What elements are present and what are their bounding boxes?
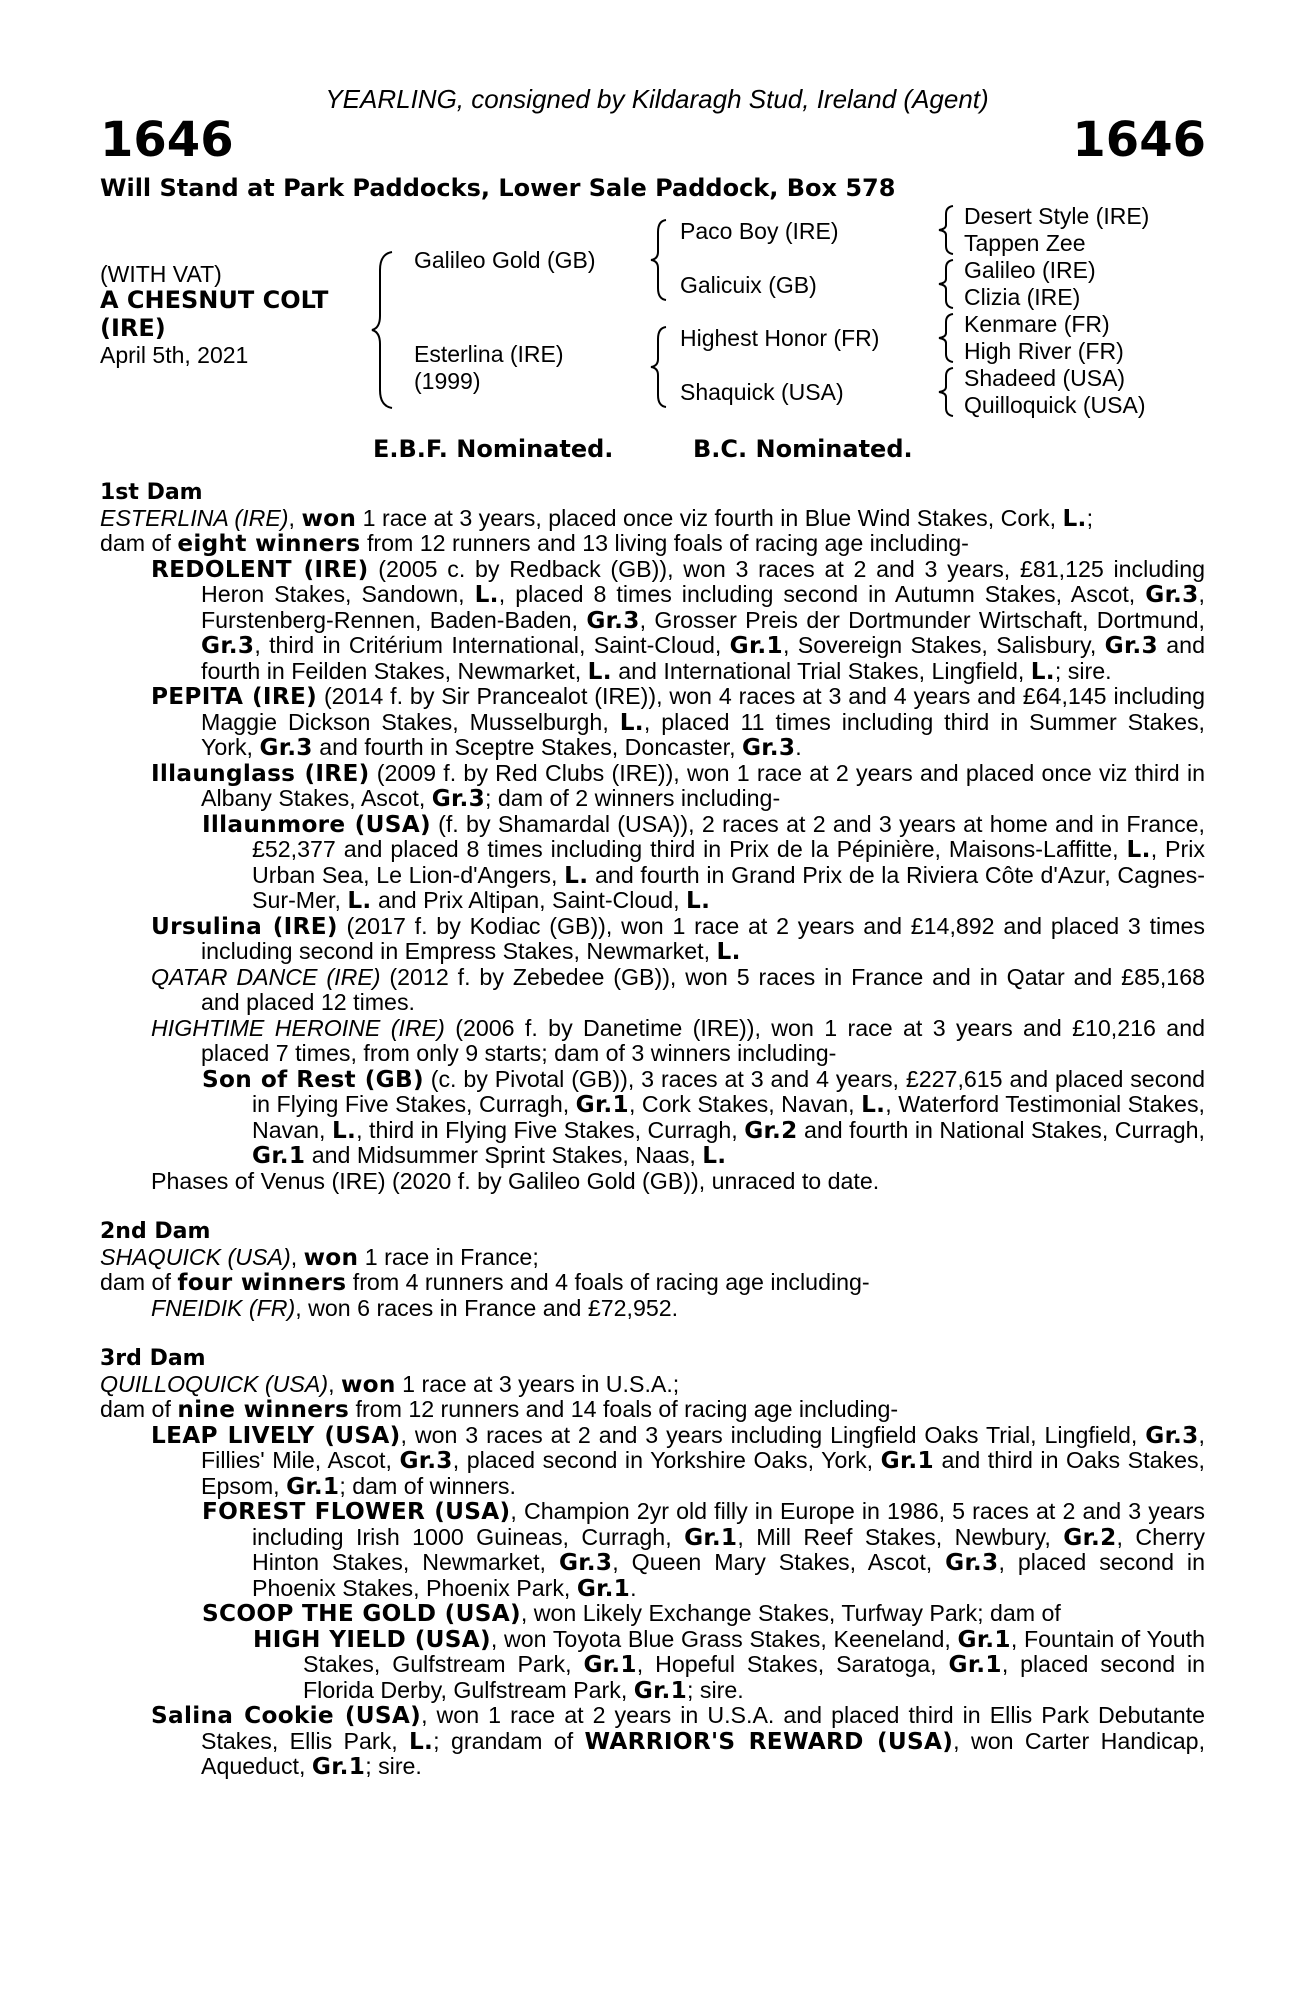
produce-illaunglass: Illaunglass (IRE) (2009 f. by Red Clubs (IRE)), won 1 race at 2 years and placed once viz third in Albany Stakes, Ascot, Gr.3; dam of 2 winners including-: [151, 759, 1206, 812]
gg-dam-2: Clizia (IRE): [964, 284, 1081, 310]
stand-location: Will Stand at Park Paddocks, Lower Sale Paddock, Box 578: [100, 174, 896, 202]
produce-forest-flower: FOREST FLOWER (USA), Champion 2yr old filly in Europe in 1986, 5 races at 2 and 3 years including Irish 1000 Guineas, Curragh, Gr.1, Mill Reef Stakes, Newbury, Gr.2, Cherry Hinton Stakes, Newmarket, Gr.3, Queen Mary Stakes, Ascot, Gr.3, placed second in Phoenix Stakes, Phoenix Park, Gr.1.: [202, 1498, 1205, 1602]
second-dam-heading: 2nd Dam: [100, 1219, 211, 1244]
pedigree-brace-main: [370, 250, 400, 410]
pedigree-brace-3b: [935, 258, 957, 310]
bc-nominated: B.C. Nominated.: [693, 435, 913, 463]
produce-pepita: PEPITA (IRE) (2014 f. by Sir Prancealot (IRE)), won 4 races at 3 and 4 years and £64,145 including Maggie Dickson Stakes, Musselburgh, L., placed 11 times including third in Summer Stakes, York, Gr.3 and fourth in Sceptre Stakes, Doncaster, Gr.3.: [151, 683, 1206, 761]
date-of-birth: April 5th, 2021: [100, 342, 249, 368]
lot-number-left: 1646: [100, 112, 234, 168]
gg-dam-1: Tappen Zee: [964, 230, 1086, 256]
produce-fneidik: FNEIDIK (FR), won 6 races in France and £72,952.: [151, 1294, 679, 1321]
produce-illaunmore: Illaunmore (USA) (f. by Shamardal (USA)), 2 races at 2 and 3 years at home and in France, £52,377 and placed 8 times including third in Prix de la Pépinière, Maisons-Laffitte, L., Prix Urban Sea, Le Lion-d'Angers, L. and fourth in Grand Prix de la Riviera Côte d'Azur, Cagnes-Sur-Mer, L. and Prix Altipan, Saint-Cloud, L.: [202, 810, 1205, 914]
produce-leap-lively: LEAP LIVELY (USA), won 3 races at 2 and 3 years including Lingfield Oaks Trial, Lingfield, Gr.3, Fillies' Mile, Ascot, Gr.3, placed second in Yorkshire Oaks, York, Gr.1 and third in Oaks Stakes, Epsom, Gr.1; dam of winners.: [151, 1421, 1205, 1500]
dam-year: (1999): [414, 368, 481, 394]
lot-name-line1: A CHESNUT COLT: [100, 286, 329, 314]
gg-sire-4: Shadeed (USA): [964, 365, 1126, 391]
gg-dam-3: High River (FR): [964, 338, 1124, 364]
third-dam-heading: 3rd Dam: [100, 1346, 206, 1371]
consignment-line: YEARLING, consigned by Kildaragh Stud, Ireland (Agent): [325, 84, 989, 114]
produce-son-of-rest: Son of Rest (GB) (c. by Pivotal (GB)), 3 races at 3 and 4 years, £227,615 and placed second in Flying Five Stakes, Curragh, Gr.1, Cork Stakes, Navan, L., Waterford Testimonial Stakes, Navan, L., third in Flying Five Stakes, Curragh, Gr.2 and fourth in National Stakes, Curragh, Gr.1 and Midsummer Sprint Stakes, Naas, L.: [202, 1065, 1205, 1169]
third-dam-produce-summary: dam of nine winners from 12 runners and 14 foals of racing age including-: [100, 1396, 899, 1423]
produce-hightime-heroine: HIGHTIME HEROINE (IRE) (2006 f. by Danetime (IRE)), won 1 race at 3 years and £10,216 and placed 7 times, from only 9 starts; dam of 3 winners including-: [151, 1014, 1205, 1066]
gg-sire-1: Desert Style (IRE): [964, 203, 1150, 229]
lot-number-right: 1646: [1072, 112, 1206, 168]
gg-dam-4: Quilloquick (USA): [964, 392, 1146, 418]
gg-sire-2: Galileo (IRE): [964, 257, 1096, 283]
sire-dam: Galicuix (GB): [680, 272, 817, 298]
sire-name: Galileo Gold (GB): [414, 247, 596, 273]
produce-salina-cookie: Salina Cookie (USA), won 1 race at 2 years in U.S.A. and placed third in Ellis Park Debutante Stakes, Ellis Park, L.; grandam of WARRIOR'S REWARD (USA), won Carter Handicap, Aqueduct, Gr.1; sire.: [151, 1702, 1206, 1780]
first-dam-record: ESTERLINA (IRE), won 1 race at 3 years, placed once viz fourth in Blue Wind Stakes, Cork, L.;: [100, 504, 1094, 532]
pedigree-brace-3d: [935, 366, 957, 418]
produce-redolent: REDOLENT (IRE) (2005 c. by Redback (GB)), won 3 races at 2 and 3 years, £81,125 including Heron Stakes, Sandown, L., placed 8 times including second in Autumn Stakes, Ascot, Gr.3, Furstenberg-Rennen, Baden-Baden, Gr.3, Grosser Preis der Dortmunder Wirtschaft, Dortmund, Gr.3, third in Critérium International, Saint-Cloud, Gr.1, Sovereign Stakes, Salisbury, Gr.3 and fourth in Feilden Stakes, Newmarket, L. and International Trial Stakes, Lingfield, L.; sire.: [151, 555, 1206, 685]
produce-record: [100, 480, 1205, 1780]
produce-scoop-the-gold: SCOOP THE GOLD (USA), won Likely Exchange Stakes, Turfway Park; dam of: [202, 1600, 1061, 1627]
vat-note: (WITH VAT): [100, 261, 222, 287]
ebf-nominated: E.B.F. Nominated.: [373, 435, 614, 463]
produce-ursulina: Ursulina (IRE) (2017 f. by Kodiac (GB)), won 1 race at 2 years and £14,892 and placed 3 times including second in Empress Stakes, Newmarket, L.: [151, 912, 1205, 965]
produce-phases-of-venus: Phases of Venus (IRE) (2020 f. by Galileo Gold (GB)), unraced to date.: [151, 1167, 880, 1194]
gg-sire-3: Kenmare (FR): [964, 311, 1110, 337]
first-dam-produce-summary: dam of eight winners from 12 runners and 13 living foals of racing age including-: [100, 530, 969, 557]
third-dam-record: QUILLOQUICK (USA), won 1 race at 3 years in U.S.A.;: [100, 1370, 680, 1398]
produce-high-yield: HIGH YIELD (USA), won Toyota Blue Grass Stakes, Keeneland, Gr.1, Fountain of Youth Stakes, Gulfstream Park, Gr.1, Hopeful Stakes, Saratoga, Gr.1, placed second in Florida Derby, Gulfstream Park, Gr.1; sire.: [253, 1625, 1206, 1704]
pedigree-brace-3c: [935, 312, 957, 364]
first-dam-heading: 1st Dam: [100, 480, 203, 505]
lot-name-line2: (IRE): [100, 314, 166, 342]
second-dam-record: SHAQUICK (USA), won 1 race in France;: [100, 1243, 539, 1271]
second-dam-produce-summary: dam of four winners from 4 runners and 4 foals of racing age including-: [100, 1269, 870, 1296]
sire-sire: Paco Boy (IRE): [680, 218, 839, 244]
dam-name: Esterlina (IRE): [414, 341, 564, 367]
pedigree-brace-dam: [648, 325, 672, 409]
dam-dam: Shaquick (USA): [680, 379, 844, 405]
pedigree-brace-sire: [648, 218, 672, 302]
produce-qatar-dance: QATAR DANCE (IRE) (2012 f. by Zebedee (GB)), won 5 races in France and in Qatar and £85,168 and placed 12 times.: [151, 963, 1205, 1015]
pedigree-brace-3a: [935, 204, 957, 256]
dam-sire: Highest Honor (FR): [680, 325, 880, 351]
